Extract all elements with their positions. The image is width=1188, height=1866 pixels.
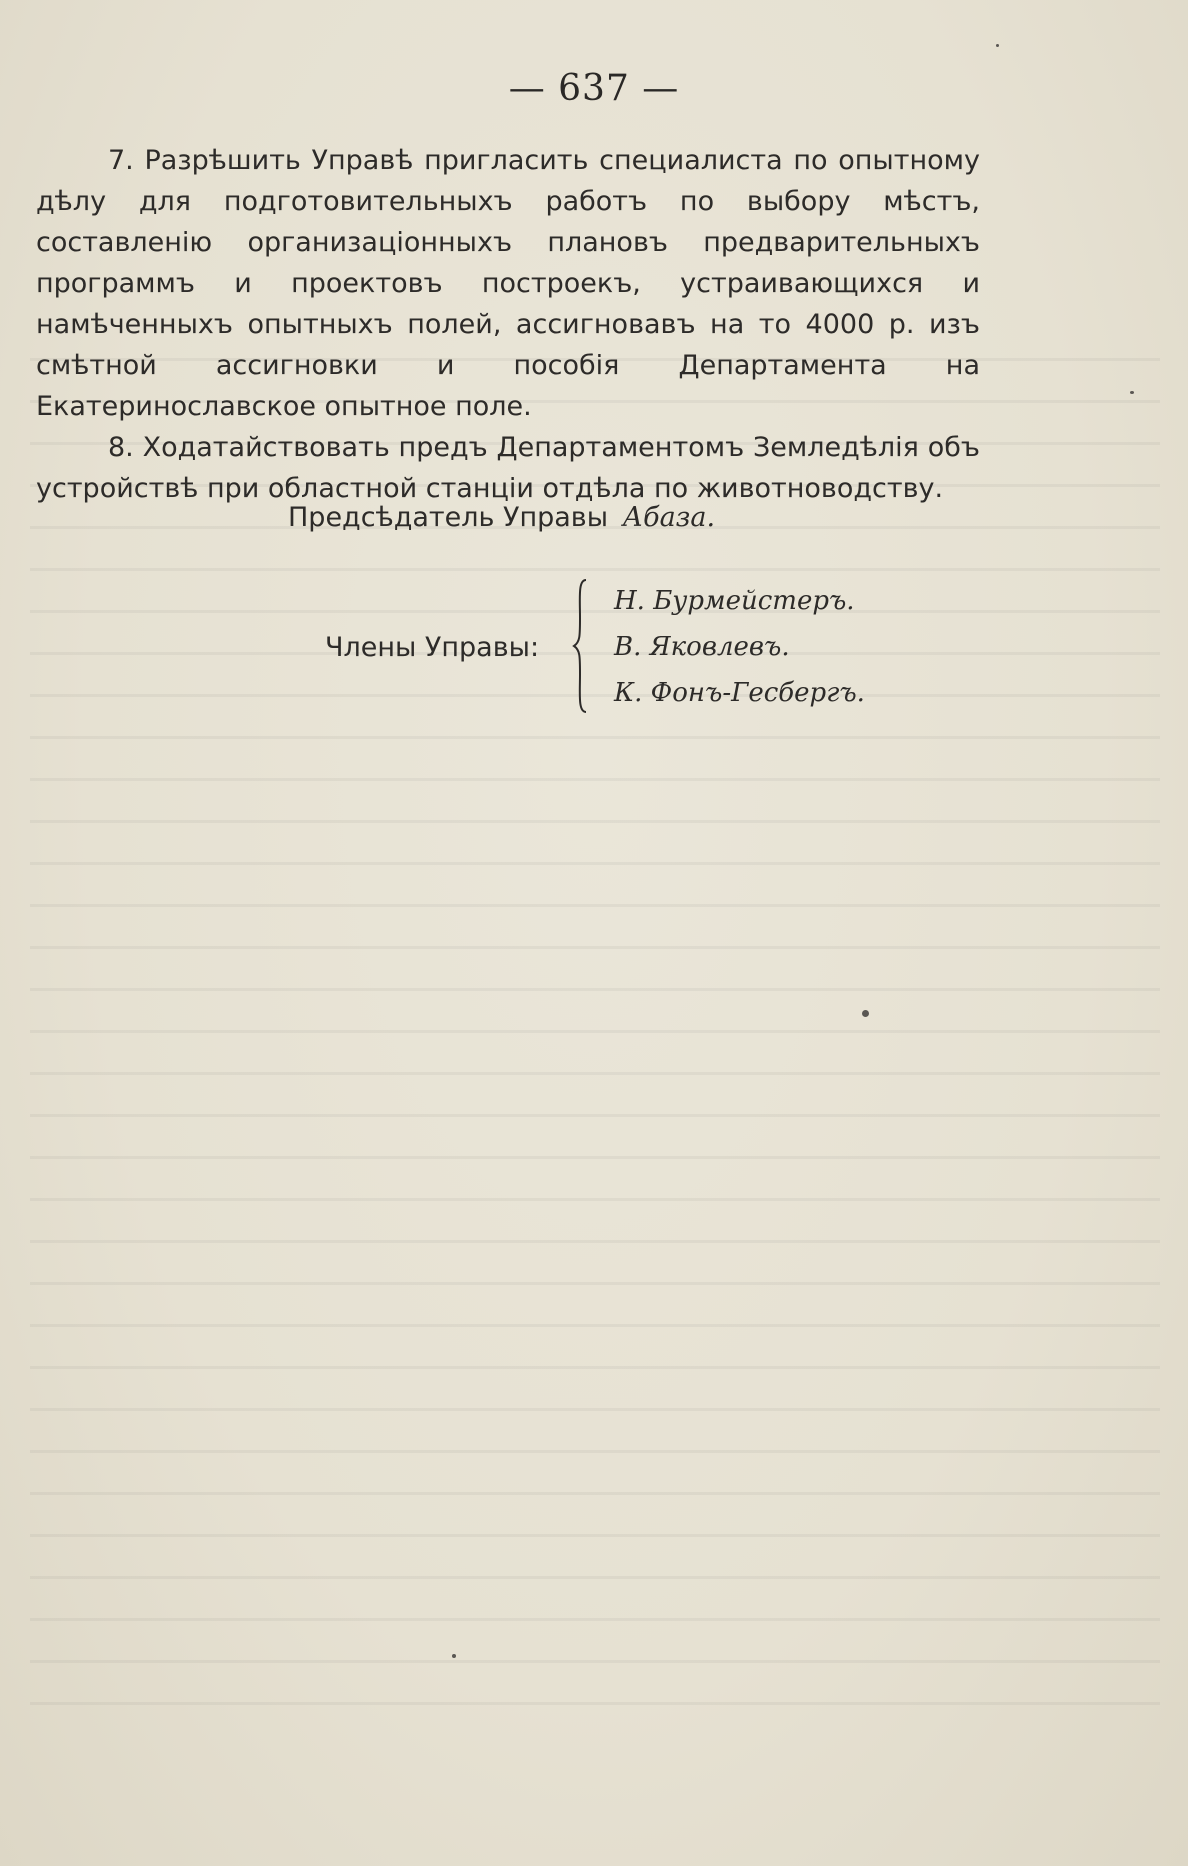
member-name: В. Яковлевъ. <box>614 632 790 662</box>
members-list <box>614 578 865 716</box>
chairman-name: Абаза. <box>622 502 716 533</box>
members-label: Члены Управы: <box>325 632 540 663</box>
member-name: К. Фонъ-Гесбергъ. <box>614 678 865 708</box>
page-number: — 637 — <box>508 68 680 109</box>
body-text <box>36 140 980 509</box>
chairman-label: Предсѣдатель Управы <box>288 502 609 533</box>
ink-speck <box>1130 391 1134 394</box>
bleed-through-texture <box>30 330 1160 1710</box>
ink-speck <box>996 44 999 47</box>
ink-speck <box>452 1654 456 1658</box>
paragraph-7: 7. Разрѣшить Управѣ пригласить специалиста по опытному дѣлу для подготовительныхъ работъ по выбору мѣстъ, составленію организаціонныхъ плановъ предварительныхъ программъ и проектовъ построекъ, устраивающихся и намѣченныхъ опытныхъ полей, ассигновавъ на то 4000 р. изъ смѣтной ассигновки и пособія Департамента на Екатеринославское опытное поле. <box>36 145 980 422</box>
paragraph-8: 8. Ходатайствовать предъ Департаментомъ Земледѣлія объ устройствѣ при областной станціи отдѣла по животноводству. <box>36 432 980 504</box>
member-name: Н. Бурмейстеръ. <box>614 586 855 616</box>
chairman-signature <box>288 502 715 533</box>
curly-brace-icon <box>572 578 590 714</box>
ink-speck <box>862 1010 869 1017</box>
